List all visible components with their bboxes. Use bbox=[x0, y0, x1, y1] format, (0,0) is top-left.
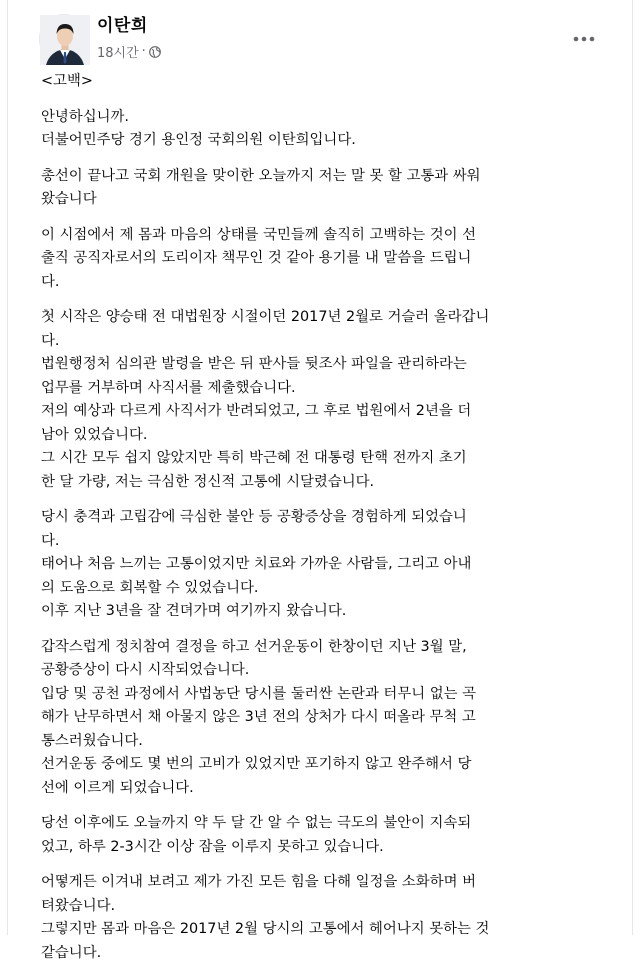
post-body bbox=[41, 70, 611, 977]
more-options-icon bbox=[573, 27, 595, 46]
more-options-button[interactable] bbox=[566, 18, 602, 54]
post-paragraph: 갑작스럽게 정치참여 결정을 하고 선거운동이 한창이던 지난 3월 말, 공황증상이 다시 시작되었습니다. 입당 및 공천 과정에서 사법농단 당시를 둘러싼 논란과 터무니 없는 곡 해가 난무하면서 채 아물지 않은 3년 전의 상처가 다시 떠올라 무척 고 통스러웠습니다. 선거운동 중에도 몇 번의 고비가 있었지만 포기하지 않고 완주해서 당 선에 이르게 되었습니다. bbox=[41, 638, 476, 796]
author-name[interactable]: 이탄희 bbox=[97, 16, 148, 36]
post-paragraph: 총선이 끝나고 국회 개원을 맞이한 오늘까지 저는 말 못 할 고통과 싸워 왔습니다 bbox=[41, 167, 481, 207]
post-time[interactable]: 18시간 bbox=[97, 46, 139, 61]
post-paragraph: 첫 시작은 양승태 전 대법원장 시절이던 2017년 2월로 거슬러 올라갑니 다. 법원행정처 심의관 발령을 받은 뒤 판사들 뒷조사 파일을 관리하라는 업무를 거부하며 사직서를 제출했습니다. 저의 예상과 다르게 사직서가 반려되었고, 그 후로 법원에서 2년을 더 남아 있었습니다. 그 시간 모두 쉽지 않았지만 특히 박근혜 전 대통령 탄핵 전까지 초기 한 달 가량, 저는 극심한 정신적 고통에 시달렸습니다. bbox=[41, 309, 490, 490]
post-paragraph: 당시 충격과 고립감에 극심한 불안 등 공황증상을 경험하게 되었습니 다. 태어나 처음 느끼는 고통이었지만 치료와 가까운 사람들, 그리고 아내 의 도움으로 회복할 수 있었습니다. 이후 지난 3년을 잘 견뎌가며 여기까지 왔습니다. bbox=[41, 509, 472, 619]
globe-icon bbox=[149, 46, 161, 58]
avatar[interactable] bbox=[39, 14, 89, 64]
post-card bbox=[7, 0, 633, 961]
post-paragraph: 어떻게든 이겨내 보려고 제가 가진 모든 힘을 다해 일정을 소화하며 버 텨왔습니다. 그렇지만 몸과 마음은 2017년 2월 당시의 고통에서 헤어나지 못하는 것 같습니다. bbox=[41, 874, 490, 961]
post-meta bbox=[97, 42, 161, 61]
post-title: <고백> bbox=[41, 73, 93, 89]
meta-separator: · bbox=[141, 44, 146, 59]
post-paragraph: 안녕하십니까. 더불어민주당 경기 용인정 국회의원 이탄희입니다. bbox=[41, 108, 356, 148]
post-header bbox=[8, 0, 632, 70]
post-paragraph: 당선 이후에도 오늘까지 약 두 달 간 알 수 없는 극도의 불안이 지속되 었고, 하루 2-3시간 이상 잠을 이루지 못하고 있습니다. bbox=[41, 815, 472, 855]
post-paragraph: 이 시점에서 제 몸과 마음의 상태를 국민들께 솔직히 고백하는 것이 선 출직 공직자로서의 도리이자 책무인 것 같아 용기를 내 말씀을 드립니 다. bbox=[41, 226, 476, 290]
